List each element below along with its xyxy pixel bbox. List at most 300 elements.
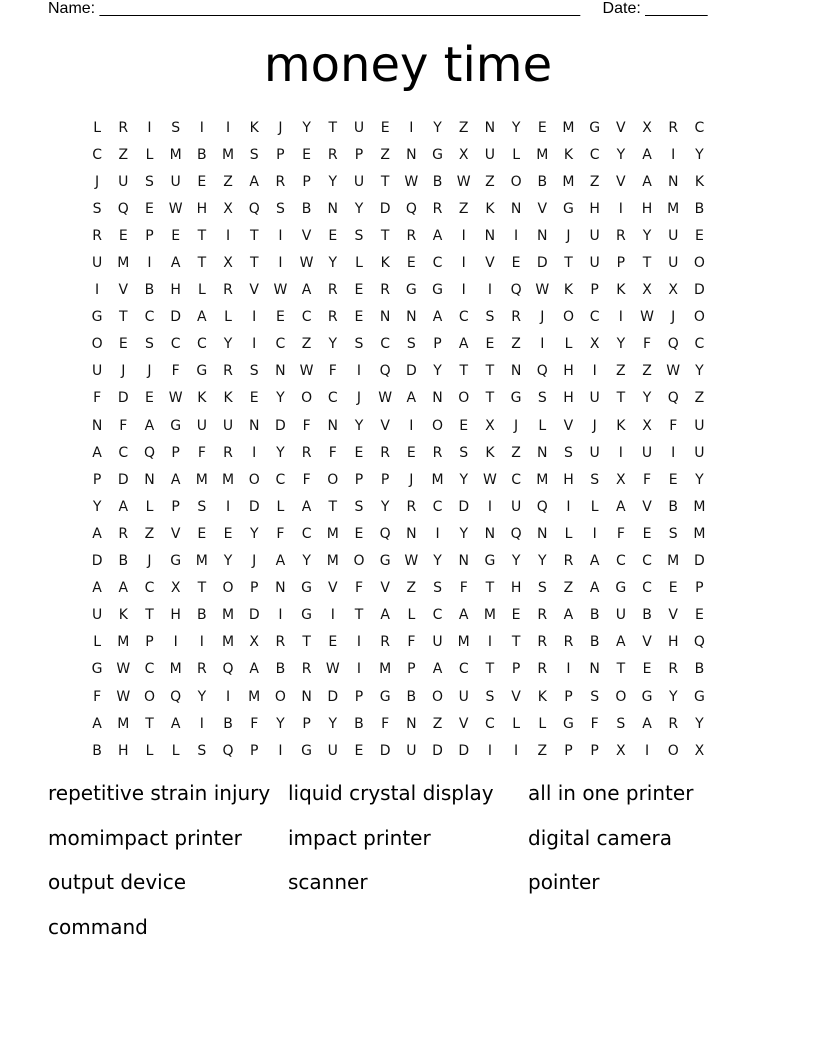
grid-letter: Y — [642, 227, 652, 244]
grid-letter: G — [693, 688, 705, 705]
grid-letter: P — [564, 688, 573, 705]
grid-letter: G — [379, 688, 391, 705]
grid-letter: S — [92, 200, 102, 217]
grid-letter: Y — [328, 255, 338, 272]
grid-letter: C — [511, 471, 521, 488]
grid-letter: T — [328, 498, 338, 515]
grid-letter: N — [406, 309, 417, 326]
grid-letter: L — [564, 525, 573, 542]
grid-letter: P — [145, 227, 154, 244]
grid-letter: Y — [380, 498, 390, 515]
grid-letter: R — [668, 715, 679, 732]
grid-letter: B — [118, 553, 129, 570]
grid-letter: H — [196, 200, 208, 217]
grid-letter: I — [592, 525, 597, 542]
grid-letter: M — [483, 607, 496, 624]
grid-letter: R — [563, 553, 574, 570]
grid-letter: Q — [379, 525, 391, 542]
grid-letter: P — [695, 580, 704, 597]
grid-letter: I — [435, 525, 440, 542]
grid-letter: F — [590, 715, 599, 732]
grid-letter: H — [170, 282, 181, 299]
grid-letter: U — [170, 173, 181, 190]
grid-letter: J — [514, 417, 519, 434]
grid-letter: N — [144, 471, 155, 488]
grid-letter: R — [327, 309, 338, 326]
grid-row — [84, 304, 713, 331]
grid-letter: D — [379, 200, 391, 217]
grid-letter: R — [301, 661, 312, 678]
grid-letter: H — [510, 580, 522, 597]
grid-letter: R — [301, 444, 312, 461]
grid-letter: I — [356, 363, 362, 380]
grid-letter: Z — [511, 336, 521, 353]
grid-letter: Y — [223, 553, 233, 570]
grid-letter: J — [540, 309, 545, 326]
grid-letter: Y — [616, 336, 626, 353]
grid-letter: L — [145, 742, 154, 759]
grid-letter: I — [514, 742, 519, 759]
grid-letter: U — [458, 688, 469, 705]
word-list — [48, 778, 768, 956]
grid-letter: J — [252, 553, 257, 570]
grid-letter: D — [694, 282, 705, 299]
grid-letter: S — [354, 498, 364, 515]
grid-letter: E — [354, 309, 364, 326]
grid-row — [84, 656, 713, 683]
grid-letter: K — [485, 200, 495, 217]
grid-row — [84, 277, 713, 304]
grid-letter: M — [195, 471, 208, 488]
grid-letter: W — [404, 173, 419, 190]
grid-letter: B — [642, 607, 652, 624]
grid-letter: U — [615, 607, 626, 624]
grid-letter: W — [378, 390, 393, 407]
grid-letter: Z — [118, 146, 129, 163]
grid-letter: U — [589, 227, 600, 244]
grid-letter: R — [327, 282, 338, 299]
grid-letter: E — [511, 255, 521, 272]
grid-letter: Y — [249, 525, 259, 542]
grid-letter: A — [92, 444, 102, 461]
grid-letter: C — [380, 336, 391, 353]
grid-letter: B — [668, 498, 679, 515]
grid-letter: X — [642, 119, 652, 136]
grid-letter: U — [91, 255, 103, 272]
grid-letter: Y — [223, 336, 233, 353]
grid-letter: I — [278, 227, 283, 244]
grid-letter: R — [223, 282, 233, 299]
grid-letter: P — [511, 661, 521, 678]
name-field-label: Name: ______________________________________________________ — [48, 0, 581, 17]
grid-letter: C — [327, 390, 338, 407]
grid-letter: I — [461, 227, 466, 244]
grid-letter: X — [170, 580, 181, 597]
grid-letter: N — [379, 309, 391, 326]
grid-letter: W — [404, 553, 419, 570]
grid-letter: Z — [301, 336, 312, 353]
grid-letter: F — [328, 444, 337, 461]
grid-row — [84, 412, 713, 439]
grid-letter: Q — [143, 444, 155, 461]
grid-letter: T — [485, 390, 495, 407]
grid-letter: I — [225, 119, 231, 136]
grid-letter: M — [221, 607, 235, 624]
grid-letter: I — [225, 498, 231, 515]
grid-letter: P — [564, 742, 573, 759]
grid-letter: A — [458, 607, 469, 624]
grid-letter: Y — [92, 498, 102, 515]
grid-letter: L — [512, 715, 520, 732]
grid-letter: Y — [459, 471, 468, 488]
grid-letter: I — [199, 634, 204, 651]
grid-row — [84, 249, 713, 276]
grid-letter: M — [117, 255, 130, 272]
grid-row — [84, 114, 713, 141]
grid-letter: U — [327, 742, 338, 759]
grid-letter: U — [222, 417, 234, 434]
grid-letter: C — [694, 336, 705, 353]
grid-letter: E — [668, 471, 678, 488]
grid-letter: S — [537, 580, 547, 597]
grid-letter: M — [326, 525, 339, 542]
grid-letter: C — [589, 309, 600, 326]
grid-letter: D — [432, 742, 443, 759]
grid-letter: I — [356, 661, 362, 678]
grid-letter: E — [459, 417, 469, 434]
grid-letter: N — [510, 200, 522, 217]
grid-letter: V — [170, 525, 181, 542]
grid-letter: U — [589, 390, 600, 407]
grid-letter: M — [431, 471, 444, 488]
grid-letter: V — [616, 173, 626, 190]
grid-letter: Y — [433, 553, 442, 570]
grid-letter: S — [590, 688, 600, 705]
grid-letter: O — [693, 309, 705, 326]
grid-letter: V — [668, 607, 678, 624]
grid-letter: Y — [511, 119, 521, 136]
grid-letter: C — [694, 119, 705, 136]
grid-letter: S — [275, 200, 285, 217]
grid-letter: H — [170, 607, 181, 624]
grid-letter: K — [537, 688, 547, 705]
grid-letter: Q — [536, 498, 548, 515]
grid-letter: W — [168, 200, 183, 217]
grid-letter: X — [616, 742, 626, 759]
grid-letter: T — [249, 227, 259, 244]
grid-letter: J — [147, 363, 152, 380]
grid-letter: G — [196, 363, 208, 380]
grid-letter: R — [380, 282, 391, 299]
grid-letter: T — [459, 363, 468, 380]
grid-letter: O — [248, 471, 260, 488]
grid-letter: N — [458, 553, 469, 570]
grid-letter: Q — [222, 661, 234, 678]
grid-letter: N — [484, 227, 496, 244]
grid-letter: R — [537, 634, 548, 651]
grid-letter: J — [95, 173, 100, 190]
grid-letter: R — [563, 634, 574, 651]
grid-row — [84, 331, 713, 358]
grid-letter: Y — [642, 390, 652, 407]
grid-letter: N — [275, 580, 286, 597]
grid-letter: Y — [695, 471, 704, 488]
grid-letter: R — [406, 498, 417, 515]
grid-letter: I — [618, 200, 623, 217]
grid-letter: R — [511, 309, 521, 326]
grid-letter: O — [274, 688, 286, 705]
grid-letter: E — [354, 742, 364, 759]
grid-letter: R — [92, 227, 102, 244]
grid-letter: X — [616, 471, 626, 488]
grid-row — [84, 737, 713, 764]
grid-letter: P — [616, 255, 626, 272]
grid-letter: I — [592, 363, 597, 380]
grid-letter: P — [380, 471, 390, 488]
grid-letter: I — [409, 417, 414, 434]
grid-letter: Z — [537, 742, 548, 759]
grid-letter: T — [616, 390, 626, 407]
grid-letter: M — [536, 471, 549, 488]
grid-row — [84, 439, 713, 466]
grid-letter: J — [671, 309, 676, 326]
grid-letter: I — [173, 634, 178, 651]
grid-letter: T — [197, 227, 207, 244]
grid-letter: N — [275, 363, 286, 380]
grid-letter: C — [92, 146, 102, 163]
grid-row — [84, 520, 713, 547]
grid-letter: F — [616, 525, 625, 542]
grid-letter: B — [197, 146, 207, 163]
grid-letter: Y — [328, 715, 338, 732]
grid-letter: T — [380, 227, 390, 244]
grid-letter: M — [169, 146, 182, 163]
grid-letter: R — [406, 227, 417, 244]
grid-letter: N — [301, 688, 312, 705]
grid-letter: L — [93, 634, 101, 651]
grid-letter: A — [249, 661, 259, 678]
grid-letter: T — [564, 255, 573, 272]
grid-letter: I — [199, 119, 204, 136]
grid-letter: F — [171, 363, 180, 380]
grid-letter: F — [276, 525, 285, 542]
grid-letter: T — [145, 607, 154, 624]
grid-letter: T — [328, 119, 338, 136]
grid-letter: P — [145, 634, 154, 651]
grid-letter: Z — [380, 146, 390, 163]
word-list-item: repetitive strain injury — [48, 781, 271, 805]
grid-letter: A — [589, 553, 600, 570]
grid-letter: S — [354, 227, 364, 244]
grid-letter: T — [380, 173, 390, 190]
grid-letter: Y — [276, 715, 285, 732]
grid-letter: L — [407, 607, 416, 624]
word-list-item: command — [48, 914, 148, 939]
grid-letter: M — [693, 498, 706, 515]
grid-letter: Y — [538, 553, 547, 570]
grid-letter: U — [641, 444, 653, 461]
grid-letter: G — [432, 146, 443, 163]
grid-letter: S — [249, 363, 259, 380]
grid-letter: N — [484, 525, 496, 542]
grid-letter: L — [171, 742, 180, 759]
grid-letter: H — [641, 200, 653, 217]
grid-letter: A — [275, 553, 286, 570]
grid-letter: E — [197, 173, 207, 190]
grid-letter: N — [406, 715, 417, 732]
grid-letter: X — [694, 742, 705, 759]
grid-letter: W — [325, 661, 340, 678]
grid-letter: B — [589, 634, 600, 651]
grid-letter: A — [616, 634, 626, 651]
grid-letter: Y — [328, 173, 338, 190]
grid-letter: K — [485, 444, 495, 461]
grid-letter: F — [250, 715, 259, 732]
grid-letter: W — [535, 282, 550, 299]
grid-letter: M — [221, 634, 235, 651]
grid-letter: M — [117, 715, 130, 732]
date-field-label: Date: _______ — [602, 0, 708, 17]
grid-letter: I — [278, 255, 283, 272]
grid-letter: Y — [695, 715, 704, 732]
grid-letter: M — [195, 553, 208, 570]
grid-letter: M — [562, 119, 575, 136]
grid-letter: E — [302, 146, 312, 163]
grid-letter: V — [380, 417, 390, 434]
grid-letter: G — [301, 742, 313, 759]
grid-letter: P — [249, 742, 259, 759]
grid-letter: C — [196, 336, 207, 353]
grid-letter: T — [119, 309, 128, 326]
grid-row — [84, 548, 713, 575]
grid-letter: G — [170, 417, 182, 434]
word-list-item: all in one printer — [528, 781, 694, 805]
grid-letter: M — [248, 688, 261, 705]
grid-letter: W — [116, 661, 131, 678]
grid-letter: U — [196, 417, 207, 434]
grid-letter: A — [432, 661, 443, 678]
grid-letter: F — [197, 444, 206, 461]
grid-letter: V — [380, 580, 390, 597]
grid-letter: E — [354, 525, 364, 542]
grid-row — [84, 575, 713, 602]
grid-letter: K — [249, 119, 259, 136]
grid-letter: Y — [354, 200, 364, 217]
grid-letter: C — [301, 309, 312, 326]
grid-letter: D — [248, 498, 260, 515]
grid-letter: B — [694, 200, 705, 217]
grid-letter: T — [511, 634, 521, 651]
grid-letter: P — [276, 146, 285, 163]
grid-letter: O — [667, 742, 679, 759]
grid-letter: G — [301, 607, 313, 624]
grid-letter: E — [354, 282, 364, 299]
grid-letter: A — [642, 146, 652, 163]
grid-letter: V — [301, 227, 312, 244]
grid-letter: I — [514, 227, 519, 244]
grid-letter: K — [563, 282, 574, 299]
grid-letter: H — [589, 200, 600, 217]
grid-letter: O — [327, 471, 339, 488]
grid-letter: M — [221, 146, 235, 163]
grid-letter: Y — [695, 146, 704, 163]
grid-row — [84, 141, 713, 168]
grid-letter: D — [275, 417, 286, 434]
grid-letter: I — [487, 282, 492, 299]
word-list-item: digital camera — [528, 825, 673, 850]
grid-letter: E — [249, 390, 259, 407]
grid-letter: E — [511, 607, 521, 624]
grid-letter: U — [91, 607, 103, 624]
grid-letter: Y — [511, 553, 521, 570]
grid-letter: W — [273, 282, 288, 299]
grid-letter: M — [117, 634, 130, 651]
grid-letter: A — [642, 715, 652, 732]
grid-letter: I — [487, 742, 492, 759]
grid-letter: E — [328, 634, 338, 651]
grid-letter: Z — [511, 444, 521, 461]
grid-letter: O — [143, 688, 155, 705]
grid-letter: R — [275, 173, 286, 190]
grid-letter: A — [92, 580, 102, 597]
grid-letter: V — [327, 580, 338, 597]
grid-letter: W — [640, 309, 654, 326]
grid-letter: A — [197, 309, 207, 326]
grid-letter: Q — [170, 688, 182, 705]
grid-letter: R — [380, 634, 391, 651]
grid-letter: K — [616, 417, 626, 434]
grid-letter: X — [249, 634, 260, 651]
grid-letter: K — [380, 255, 390, 272]
grid-letter: P — [354, 471, 364, 488]
grid-letter: P — [92, 471, 102, 488]
grid-letter: I — [671, 444, 676, 461]
grid-letter: E — [354, 444, 364, 461]
grid-letter: M — [326, 553, 339, 570]
grid-letter: S — [590, 471, 600, 488]
grid-letter: B — [301, 200, 312, 217]
grid-letter: R — [668, 119, 679, 136]
grid-letter: I — [278, 607, 283, 624]
grid-letter: A — [563, 607, 574, 624]
grid-letter: R — [537, 607, 548, 624]
grid-letter: O — [615, 688, 627, 705]
grid-letter: I — [618, 309, 623, 326]
grid-letter: Q — [510, 282, 522, 299]
grid-letter: L — [538, 715, 547, 732]
grid-letter: Z — [642, 363, 652, 380]
grid-letter: B — [92, 742, 102, 759]
grid-letter: I — [225, 688, 231, 705]
grid-letter: K — [694, 173, 704, 190]
grid-letter: A — [144, 417, 155, 434]
grid-letter: H — [118, 742, 129, 759]
grid-letter: D — [458, 742, 470, 759]
grid-letter: G — [379, 553, 391, 570]
grid-letter: M — [693, 525, 706, 542]
grid-letter: B — [432, 173, 443, 190]
grid-letter: J — [592, 417, 597, 434]
grid-letter: V — [642, 634, 652, 651]
grid-letter: T — [616, 661, 626, 678]
grid-letter: G — [589, 119, 601, 136]
grid-letter: F — [407, 634, 416, 651]
grid-letter: A — [170, 715, 181, 732]
grid-letter: S — [197, 742, 207, 759]
grid-letter: E — [694, 227, 704, 244]
grid-letter: F — [93, 688, 102, 705]
grid-letter: F — [302, 417, 311, 434]
